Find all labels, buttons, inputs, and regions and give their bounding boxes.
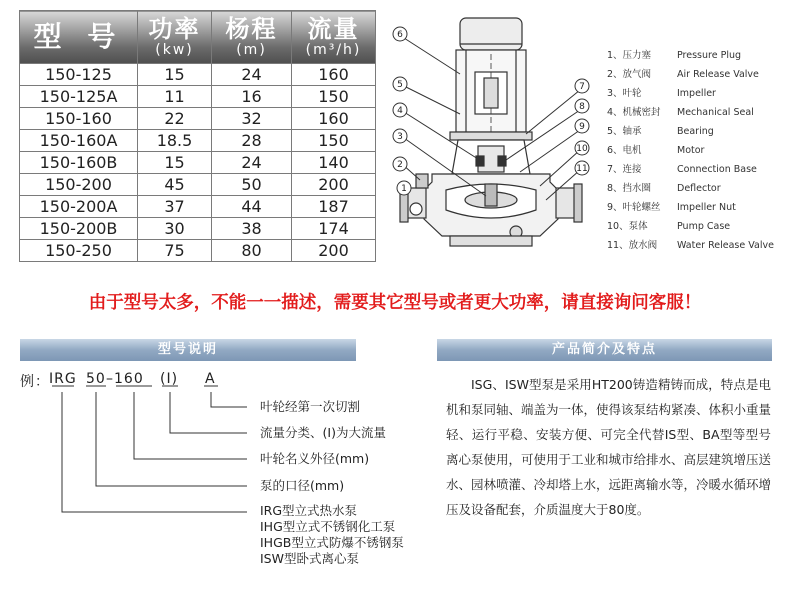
cell-head: 24 <box>212 152 292 174</box>
cell-power: 11 <box>138 86 212 108</box>
callout-11: 11 <box>576 164 588 174</box>
cell-power: 15 <box>138 64 212 86</box>
code-cut: A <box>205 371 216 387</box>
part-3: 3、叶轮 Impeller <box>607 88 716 99</box>
table-row <box>20 64 376 86</box>
callout-7: 7 <box>579 82 585 92</box>
type-ihg: IHG型立式不锈钢化工泵 <box>260 519 396 534</box>
table-row <box>20 196 376 218</box>
callout-4: 4 <box>397 106 403 116</box>
cell-model: 150-200A <box>20 196 138 218</box>
explain-cut: 叶轮经第一次切割 <box>260 399 361 414</box>
cell-power: 37 <box>138 196 212 218</box>
cell-power: 15 <box>138 152 212 174</box>
cell-power: 22 <box>138 108 212 130</box>
code-impeller-dia: –160 <box>106 371 144 387</box>
callout-6: 6 <box>397 30 403 40</box>
table-row <box>20 152 376 174</box>
cell-flow: 150 <box>292 130 376 152</box>
model-section-title: 型号说明 <box>20 339 356 361</box>
cell-model: 150-125 <box>20 64 138 86</box>
part-1: 1、压力塞 Pressure Plug <box>607 50 742 61</box>
callout-10: 10 <box>576 144 588 154</box>
header-flow: 流量 (m³/h) <box>292 11 376 64</box>
cell-power: 45 <box>138 174 212 196</box>
header-model: 型 号 <box>20 11 138 64</box>
cell-head: 16 <box>212 86 292 108</box>
spec-table <box>19 10 376 262</box>
cell-flow: 150 <box>292 86 376 108</box>
part-7: 7、连接 Connection Base <box>607 164 757 175</box>
cell-flow: 160 <box>292 108 376 130</box>
header-power: 功率 (kw) <box>138 11 212 64</box>
table-header-row <box>20 11 376 64</box>
callout-2: 2 <box>397 160 403 170</box>
part-10: 10、泵体 Pump Case <box>607 221 731 232</box>
table-row <box>20 108 376 130</box>
callout-1: 1 <box>401 184 407 194</box>
notice-text: 由于型号太多，不能一一描述，需要其它型号或者更大功率，请直接询问客服！ <box>88 293 702 313</box>
cell-head: 38 <box>212 218 292 240</box>
cell-model: 150-200B <box>20 218 138 240</box>
cell-head: 28 <box>212 130 292 152</box>
part-6: 6、电机 Motor <box>607 145 705 156</box>
intro-section-title: 产品简介及特点 <box>437 339 772 361</box>
cell-model: 150-160A <box>20 130 138 152</box>
table-row <box>20 218 376 240</box>
intro-text: ISG、ISW型泵是采用HT200铸造精铸而成，特点是电机和泵同轴、端盖为一体，使得该泵结构紧凑、体积小重量轻、运行平稳、安装方便、可完全代替IS型、BA型等型号离心泵使用，可使用于工业和城市给排水、高层建筑增压送水、园林喷灌、冷却塔上水，远距离输水等，冷暖水循环增压及设备配套，介质温度大于80度。 <box>446 377 772 517</box>
cell-head: 80 <box>212 240 292 262</box>
callout-9: 9 <box>579 122 585 132</box>
code-caliber: 50 <box>86 371 106 387</box>
explain-impeller-dia: 叶轮名义外径(mm) <box>260 451 370 466</box>
callout-3: 3 <box>397 132 403 142</box>
cell-flow: 160 <box>292 64 376 86</box>
cell-head: 24 <box>212 64 292 86</box>
pump-diagram <box>380 14 595 254</box>
cell-flow: 200 <box>292 174 376 196</box>
cell-model: 150-200 <box>20 174 138 196</box>
cell-flow: 140 <box>292 152 376 174</box>
part-2: 2、放气阀 Air Release Valve <box>607 69 759 80</box>
cell-model: 150-250 <box>20 240 138 262</box>
cell-head: 50 <box>212 174 292 196</box>
table-row <box>20 174 376 196</box>
header-head: 杨程 (m) <box>212 11 292 64</box>
part-9: 9、叶轮螺丝 Impeller Nut <box>607 202 736 213</box>
part-4: 4、机械密封 Mechanical Seal <box>607 107 754 118</box>
model-bracket-lines <box>0 360 420 604</box>
table-row <box>20 130 376 152</box>
table-row <box>20 240 376 262</box>
cell-model: 150-125A <box>20 86 138 108</box>
example-prefix: 例： <box>20 374 50 390</box>
part-5: 5、轴承 Bearing <box>607 126 714 137</box>
cell-model: 150-160B <box>20 152 138 174</box>
table-row <box>20 86 376 108</box>
part-11: 11、放水阀 Water Release Valve <box>607 240 774 251</box>
part-8: 8、挡水圈 Deflector <box>607 183 721 194</box>
type-irg: IRG型立式热水泵 <box>260 503 358 518</box>
cell-flow: 187 <box>292 196 376 218</box>
code-series: IRG <box>49 371 77 387</box>
explain-caliber: 泵的口径(mm) <box>260 478 345 493</box>
callout-5: 5 <box>397 80 403 90</box>
cell-power: 75 <box>138 240 212 262</box>
type-isw: ISW型卧式离心泵 <box>260 551 359 566</box>
cell-flow: 174 <box>292 218 376 240</box>
explain-flow-class: 流量分类、(I)为大流量 <box>260 425 386 440</box>
cell-power: 30 <box>138 218 212 240</box>
cell-flow: 200 <box>292 240 376 262</box>
cell-head: 44 <box>212 196 292 218</box>
cell-power: 18.5 <box>138 130 212 152</box>
cell-head: 32 <box>212 108 292 130</box>
code-flow-class: (I) <box>160 371 179 387</box>
callout-8: 8 <box>579 102 585 112</box>
cell-model: 150-160 <box>20 108 138 130</box>
type-ihgb: IHGB型立式防爆不锈钢泵 <box>260 535 404 550</box>
